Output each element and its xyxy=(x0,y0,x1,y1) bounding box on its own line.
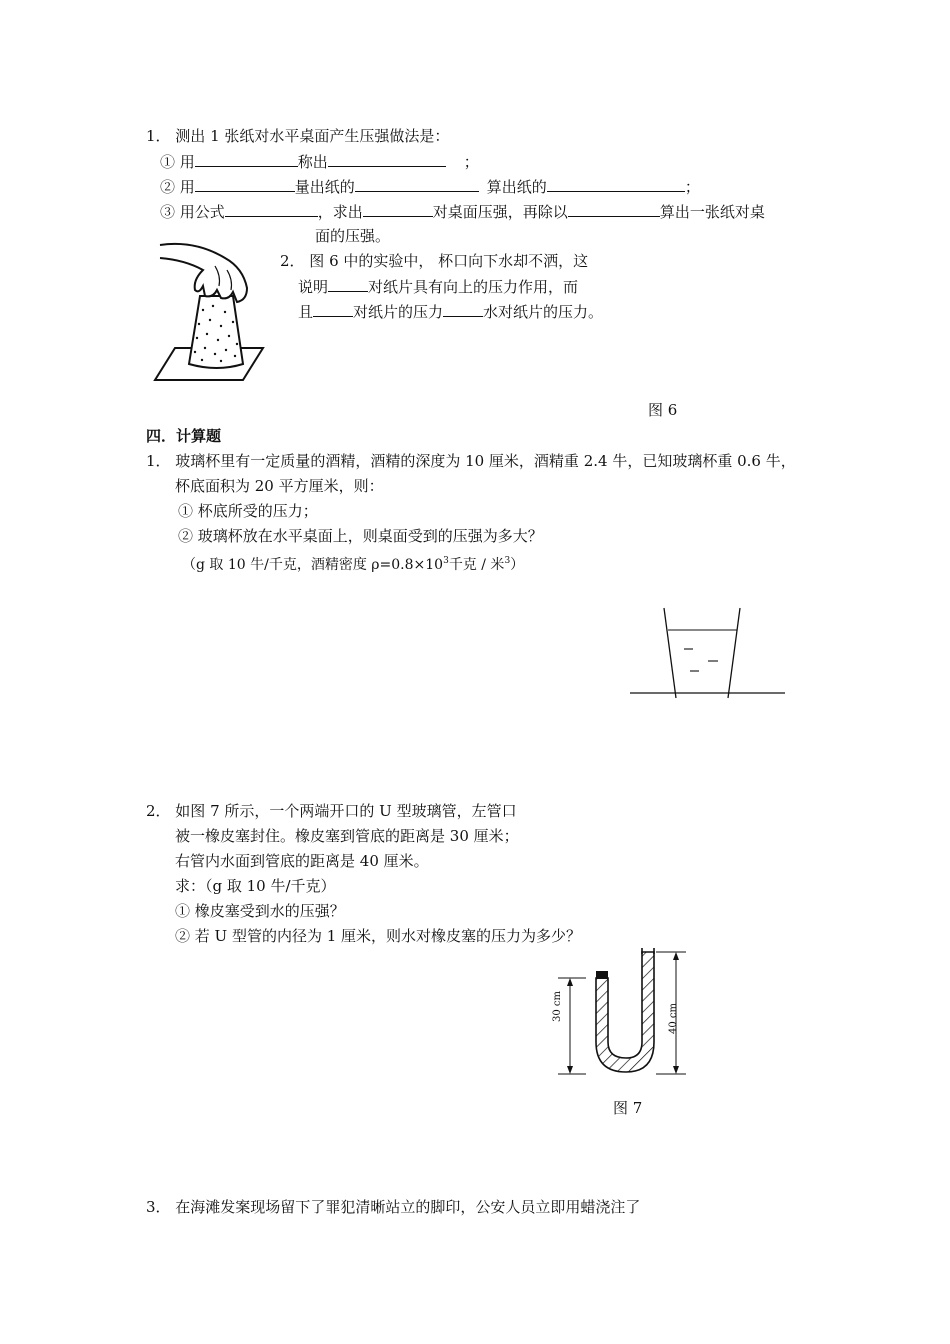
blank[interactable] xyxy=(547,176,685,192)
p1-sub2: ② 玻璃杯放在水平桌面上，则桌面受到的压强为多大？ xyxy=(178,527,543,545)
q1-line3-d: 算出一张纸对桌 xyxy=(659,203,765,221)
q1-line1-a: ① 用 xyxy=(160,153,195,171)
q2-line2-a: 说明 xyxy=(298,278,329,296)
q2-line2-b: 对纸片具有向上的压力作用，而 xyxy=(368,278,579,296)
q1-line2-a: ② 用 xyxy=(160,178,195,196)
q2-line3-c: 水对纸片的压力。 xyxy=(483,303,604,321)
u-tube-label-40cm: 40 cm xyxy=(668,1003,679,1034)
q2-line3-b: 对纸片的压力 xyxy=(353,303,444,321)
q1-line3-b: ，求出 xyxy=(317,203,363,221)
q1-line2-d: ； xyxy=(684,178,700,196)
p2-line4: 求：（g 取 10 牛/千克） xyxy=(175,877,336,895)
p2-sub2: ② 若 U 型管的内径为 1 厘米，则水对橡皮塞的压力为多少？ xyxy=(175,927,582,945)
q1-line1-b: 称出 xyxy=(297,153,328,171)
q1-line3-cont: 面的压强。 xyxy=(315,227,391,245)
q1-line3-c: 对桌面压强，再除以 xyxy=(432,203,568,221)
blank[interactable] xyxy=(313,301,353,317)
blank[interactable] xyxy=(355,176,479,192)
p1-line2: 杯底面积为 20 平方厘米，则： xyxy=(175,477,384,495)
figure7-caption: 图 7 xyxy=(613,1099,643,1117)
q1-line2-b: 量出纸的 xyxy=(294,178,355,196)
blank[interactable] xyxy=(225,201,318,217)
p1-note-mid: 千克 / 米 xyxy=(448,557,505,573)
glass-on-table-figure xyxy=(630,608,786,700)
q1-line3 xyxy=(160,201,765,222)
p1-note-pre: （g 取 10 牛/千克，酒精密度 ρ=0.8×10 xyxy=(182,557,444,573)
figure6-caption: 图 6 xyxy=(648,401,678,419)
blank[interactable] xyxy=(443,301,483,317)
blank[interactable] xyxy=(328,151,446,167)
q2-line1: 2． 图 6 中的实验中， 杯口向下水却不洒，这 xyxy=(280,252,589,270)
q1-intro: 1． 测出 1 张纸对水平桌面产生压强做法是： xyxy=(146,127,450,145)
p1-note-sup2: 3 xyxy=(504,556,511,566)
blank[interactable] xyxy=(195,176,295,192)
p2-line2: 被一橡皮塞封住。橡皮塞到管底的距离是 30 厘米； xyxy=(175,827,519,845)
figure6-cup-illustration xyxy=(155,240,265,385)
p3-line1: 3． 在海滩发案现场留下了罪犯清晰站立的脚印，公安人员立即用蜡浇注了 xyxy=(146,1198,641,1216)
q1-line1 xyxy=(160,151,479,172)
q1-line2 xyxy=(160,176,700,197)
p1-note-sup: 3 xyxy=(443,556,449,566)
p2-sub1: ① 橡皮塞受到水的压强？ xyxy=(175,902,345,920)
p1-note xyxy=(182,551,524,575)
blank[interactable] xyxy=(363,201,433,217)
p2-line3: 右管内水面到管底的距离是 40 厘米。 xyxy=(175,852,429,870)
p1-note-post: ） xyxy=(510,557,525,573)
q2-line3 xyxy=(298,301,603,322)
p1-line1: 1． 玻璃杯里有一定质量的酒精，酒精的深度为 10 厘米，酒精重 2.4 牛，已知玻璃杯重 0.6 牛， xyxy=(146,452,796,470)
u-tube-label-30cm: 30 cm xyxy=(552,991,563,1022)
q1-line2-c: 算出纸的 xyxy=(486,178,547,196)
blank[interactable] xyxy=(328,276,368,292)
blank[interactable] xyxy=(195,151,298,167)
p1-sub1: ① 杯底所受的压力； xyxy=(178,502,318,520)
q1-line3-a: ③ 用公式 xyxy=(160,203,225,221)
p2-line1: 2． 如图 7 所示，一个两端开口的 U 型玻璃管，左管口 xyxy=(146,802,517,820)
section4-heading: 四．计算题 xyxy=(146,427,222,445)
q1-line1-c: ； xyxy=(463,153,479,171)
q2-line3-a: 且 xyxy=(298,303,314,321)
q2-line2 xyxy=(298,276,578,297)
blank[interactable] xyxy=(568,201,660,217)
